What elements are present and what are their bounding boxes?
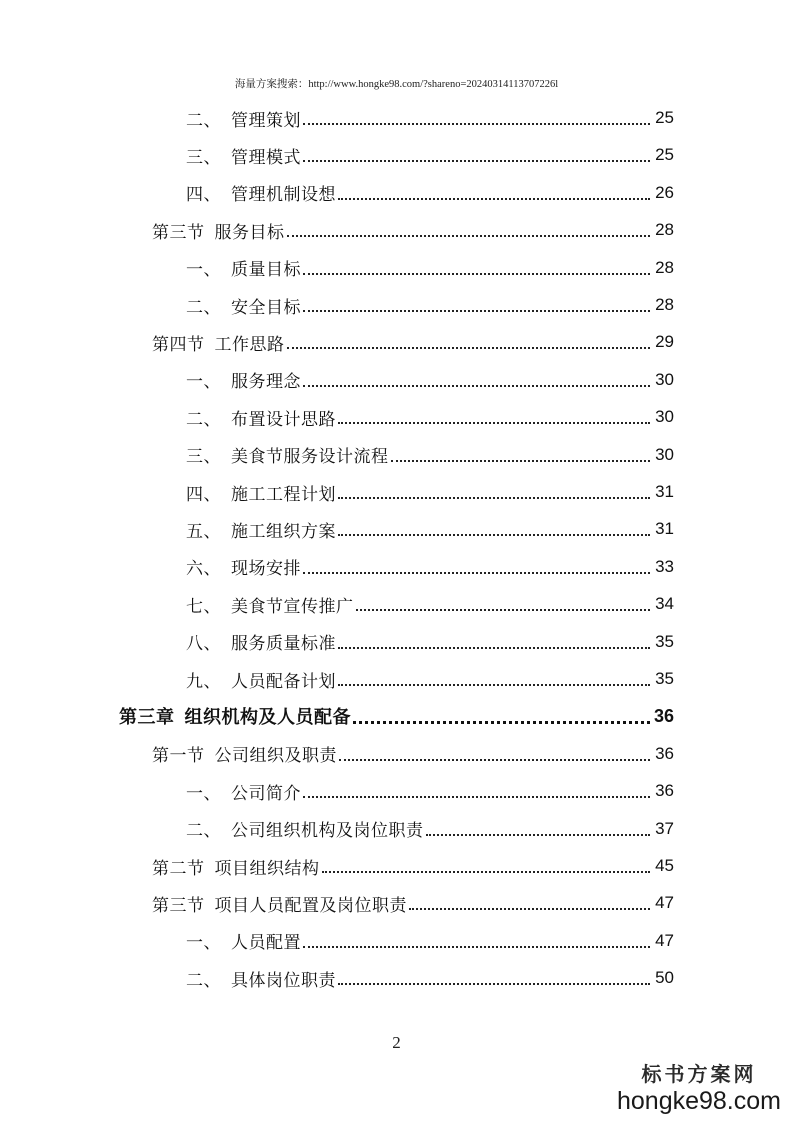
toc-entry-title: 管理策划 <box>231 110 301 131</box>
toc-entry-number: 七、 <box>186 596 221 617</box>
toc-entry-page: 30 <box>655 407 674 427</box>
toc-entry-item[interactable] <box>186 363 674 397</box>
toc-entry-page: 36 <box>655 743 674 763</box>
toc-entry-number: 第三章 <box>119 707 175 729</box>
toc-entry-label <box>186 293 301 318</box>
toc-entry-title: 美食节服务设计流程 <box>231 447 389 468</box>
toc-entry-title: 服务质量标准 <box>231 634 336 655</box>
toc-entry-item[interactable] <box>186 774 674 808</box>
toc-entry-title: 现场安排 <box>231 559 301 580</box>
toc-entry-label <box>186 592 354 617</box>
toc-entry-page: 31 <box>655 519 674 539</box>
toc-entry-title: 具体岗位职责 <box>231 970 336 991</box>
toc-entry-label <box>186 779 301 804</box>
toc-leader-dots <box>426 834 651 836</box>
toc-entry-title: 施工工程计划 <box>231 484 336 505</box>
header-url: 海量方案搜索：http://www.hongke98.com/?shareno=20240314113707226l <box>234 79 559 90</box>
toc-entry-label <box>186 106 301 131</box>
toc-leader-dots <box>322 871 651 873</box>
toc-entry-number: 一、 <box>186 783 221 804</box>
toc-entry-item[interactable] <box>186 176 674 210</box>
toc-leader-dots <box>338 497 650 499</box>
toc-entry-label <box>152 218 285 243</box>
toc-entry-chapter[interactable] <box>119 699 674 733</box>
watermark-logo <box>617 1058 781 1114</box>
toc-entry-label <box>186 367 301 392</box>
toc-entry-number: 五、 <box>186 521 221 542</box>
toc-leader-dots <box>338 647 650 649</box>
toc-entry-title: 管理机制设想 <box>231 185 336 206</box>
toc-entry-number: 三、 <box>186 147 221 168</box>
toc-entry-item[interactable] <box>186 587 674 621</box>
toc-leader-dots <box>303 310 650 312</box>
toc-leader-dots <box>356 609 651 611</box>
toc-entry-title: 美食节宣传推广 <box>231 596 354 617</box>
toc-leader-dots <box>338 534 650 536</box>
toc-entry-page: 26 <box>655 182 674 202</box>
toc-entry-item[interactable] <box>186 550 674 584</box>
toc-entry-page: 47 <box>655 930 674 950</box>
toc-entry-number: 二、 <box>186 970 221 991</box>
toc-entry-title: 项目组织结构 <box>214 858 320 879</box>
toc-leader-dots <box>338 983 650 985</box>
toc-entry-number: 八、 <box>186 634 221 655</box>
toc-entry-page: 37 <box>655 818 674 838</box>
toc-entry-title: 安全目标 <box>231 297 301 318</box>
toc-entry-label <box>186 517 336 542</box>
toc-entry-page: 30 <box>655 369 674 389</box>
toc-entry-page: 28 <box>655 295 674 314</box>
toc-entry-page: 25 <box>655 145 674 165</box>
toc-leader-dots <box>409 908 650 910</box>
toc-entry-label <box>186 255 301 280</box>
page-number: 2 <box>392 1033 401 1052</box>
toc-entry-page: 25 <box>655 108 674 127</box>
toc-leader-dots <box>303 796 650 798</box>
toc-entry-number: 第二节 <box>152 858 205 879</box>
toc-entry-label <box>186 554 301 579</box>
toc-entry-item[interactable] <box>186 101 674 135</box>
toc-entry-section[interactable] <box>152 213 674 247</box>
toc-entry-item[interactable] <box>186 924 674 958</box>
toc-entry-label <box>186 405 336 430</box>
toc-entry-number: 四、 <box>186 484 221 505</box>
toc-entry-item[interactable] <box>186 138 674 172</box>
toc-leader-dots <box>303 946 650 948</box>
watermark-domain: hongke98.com <box>616 1087 781 1115</box>
toc-entry-title: 组织机构及人员配备 <box>184 707 351 729</box>
toc-leader-dots <box>338 684 650 686</box>
toc-entry-label <box>152 891 407 916</box>
toc-leader-dots <box>303 572 650 574</box>
toc-entry-page: 35 <box>655 631 674 651</box>
toc-entry-title: 服务理念 <box>231 372 301 393</box>
toc-entry-title: 工作思路 <box>214 334 285 355</box>
toc-entry-number: 三、 <box>186 447 221 468</box>
toc-entry-title: 公司组织机构及岗位职责 <box>231 821 424 842</box>
toc-entry-title: 质量目标 <box>231 260 301 281</box>
toc-entry-title: 项目人员配置及岗位职责 <box>214 895 407 916</box>
toc-entry-title: 公司组织及职责 <box>214 746 337 767</box>
toc-entry-label <box>186 143 301 168</box>
toc-entry-number: 六、 <box>186 559 221 580</box>
toc-entry-title: 人员配置 <box>231 933 301 954</box>
toc-entry-item[interactable] <box>186 251 674 285</box>
toc-leader-dots <box>338 198 650 200</box>
toc-entry-number: 二、 <box>186 821 221 842</box>
toc-entry-item[interactable] <box>186 438 674 472</box>
toc-entry-label <box>186 629 336 654</box>
toc-entry-title: 管理模式 <box>231 147 301 168</box>
toc-entry-label <box>186 966 336 991</box>
toc-entry-label <box>186 816 424 841</box>
toc-entry-label <box>186 180 336 205</box>
toc-entry-number: 第四节 <box>152 334 205 355</box>
toc-entry-number: 二、 <box>186 409 221 430</box>
toc-entry-label <box>152 854 320 879</box>
toc-leader-dots <box>287 347 651 349</box>
toc-entry-label <box>152 330 285 355</box>
toc-entry-page: 34 <box>655 594 674 614</box>
toc-leader-dots <box>391 460 651 462</box>
toc-leader-dots <box>287 235 651 237</box>
toc-entry-page: 50 <box>655 968 674 988</box>
watermark-name: 标书方案网 <box>641 1062 757 1086</box>
toc-entry-section[interactable] <box>152 325 674 359</box>
toc-entry-page: 28 <box>655 257 674 277</box>
toc-entry-title: 施工组织方案 <box>231 521 336 542</box>
toc-entry-page: 29 <box>655 332 674 352</box>
toc-entry-item[interactable] <box>186 475 674 509</box>
toc-entry-item[interactable] <box>186 662 674 696</box>
toc-entry-title: 人员配备计划 <box>231 671 336 692</box>
toc-entry-section[interactable] <box>152 849 674 883</box>
toc-entry-label <box>186 667 336 692</box>
toc-entry-number: 一、 <box>186 260 221 281</box>
toc-leader-dots <box>338 422 650 424</box>
toc-entry-label <box>186 928 301 953</box>
toc-entry-title: 公司简介 <box>231 783 301 804</box>
toc-entry-page: 36 <box>653 705 674 726</box>
toc-entry-number: 一、 <box>186 372 221 393</box>
toc-leader-dots <box>303 385 650 387</box>
toc-leader-dots <box>303 273 650 275</box>
toc-leader-dots <box>303 160 650 162</box>
toc-entry-number: 第三节 <box>152 222 205 243</box>
toc-entry-number: 九、 <box>186 671 221 692</box>
toc-entry-page: 35 <box>655 669 674 688</box>
toc-leader-dots <box>353 721 650 724</box>
toc-entry-label <box>186 480 336 505</box>
toc-entry-label <box>152 741 337 766</box>
toc-leader-dots <box>303 123 650 125</box>
toc-entry-item[interactable] <box>186 625 674 659</box>
toc-entry-title: 布置设计思路 <box>231 409 336 430</box>
toc-entry-number: 二、 <box>186 297 221 318</box>
toc-entry-page: 31 <box>655 482 674 501</box>
toc-entry-item[interactable] <box>186 400 674 434</box>
toc-entry-number: 第三节 <box>152 895 205 916</box>
toc-entry-section[interactable] <box>152 737 674 771</box>
toc-entry-page: 30 <box>655 444 674 464</box>
toc-entry-number: 四、 <box>186 185 221 206</box>
toc-entry-page: 28 <box>655 220 674 240</box>
toc-entry-page: 47 <box>655 893 674 913</box>
toc-entry-item[interactable] <box>186 812 674 846</box>
toc-entry-number: 一、 <box>186 933 221 954</box>
toc-entry-item[interactable] <box>186 288 674 322</box>
toc-entry-number: 二、 <box>186 110 221 131</box>
toc-entry-title: 服务目标 <box>214 222 285 243</box>
toc-entry-number: 第一节 <box>152 746 205 767</box>
toc-entry-page: 36 <box>655 781 674 801</box>
toc-entry-item[interactable] <box>186 512 674 546</box>
toc-entry-page: 33 <box>655 556 674 576</box>
toc-entry-item[interactable] <box>186 961 674 995</box>
toc-entry-page: 45 <box>655 856 674 875</box>
toc-entry-section[interactable] <box>152 886 674 920</box>
toc-leader-dots <box>339 759 650 761</box>
toc-entry-label <box>186 442 389 467</box>
toc-entry-label <box>119 703 351 729</box>
